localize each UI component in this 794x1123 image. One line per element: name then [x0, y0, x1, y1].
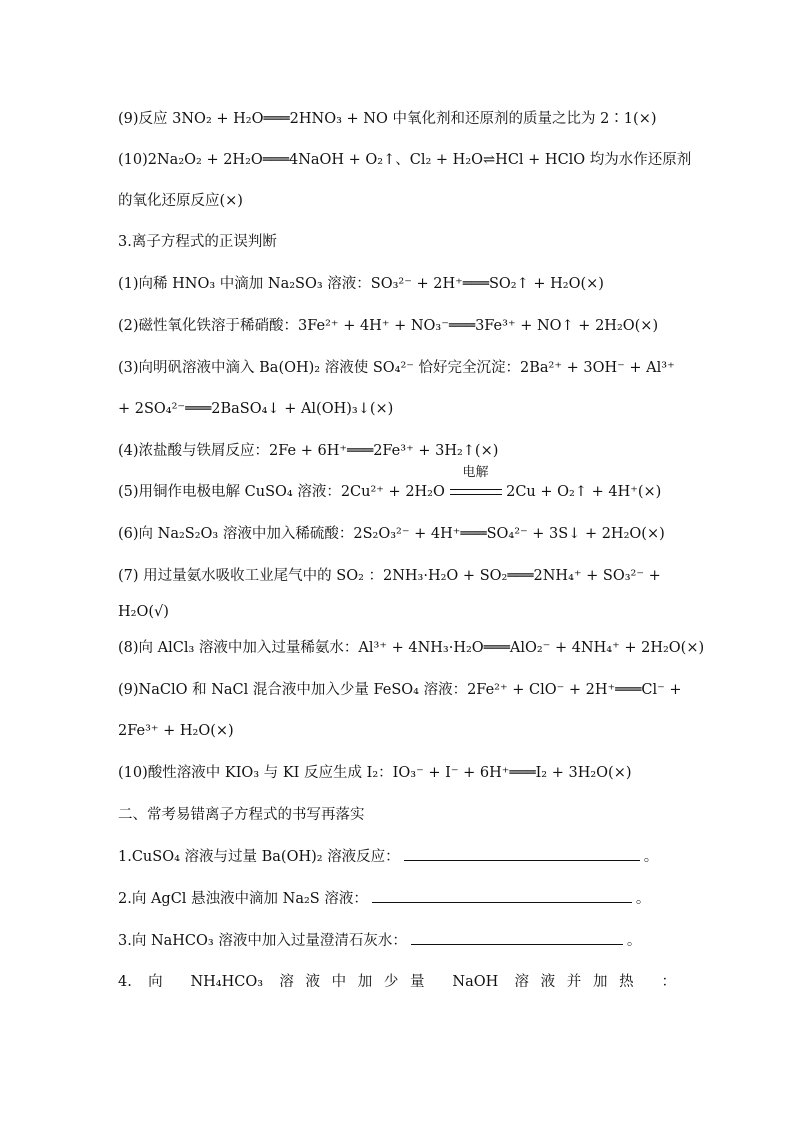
question-text: 3.向 NaHCO₃ 溶液中加入过量澄清石灰水：: [118, 933, 407, 949]
text-line: 的氧化还原反应(×): [118, 193, 243, 209]
equation-left: (5)用铜作电极电解 CuSO₄ 溶液：2Cu²⁺ + 2H₂O: [118, 484, 445, 500]
question-text: 1.CuSO₄ 溶液与过量 Ba(OH)₂ 溶液反应：: [118, 849, 400, 865]
question-end: 。: [643, 849, 659, 865]
question-end: 。: [626, 933, 642, 949]
text-line: (2)磁性氧化铁溶于稀硝酸：3Fe²⁺ + 4H⁺ + NO₃⁻═══3Fe³⁺ + NO↑ + 2H₂O(×): [118, 318, 659, 334]
answer-blank[interactable]: [372, 888, 632, 903]
text-line: (8)向 AlCl₃ 溶液中加入过量稀氨水：Al³⁺ + 4NH₃·H₂O═══AlO₂⁻ + 4NH₄⁺ + 2H₂O(×): [118, 640, 705, 656]
text-line: (7) 用过量氨水吸收工业尾气中的 SO₂ ：2NH₃·H₂O + SO₂═══2NH₄⁺ + SO₃²⁻ +: [118, 568, 661, 584]
text-line: (9)NaClO 和 NaCl 混合液中加入少量 FeSO₄ 溶液：2Fe²⁺ + ClO⁻ + 2H⁺═══Cl⁻ +: [118, 682, 682, 698]
text-line: + 2SO₄²⁻═══2BaSO₄↓ + Al(OH)₃↓(×): [118, 401, 394, 417]
text-line: (1)向稀 HNO₃ 中滴加 Na₂SO₃ 溶液：SO₃²⁻ + 2H⁺═══SO₂↑ + H₂O(×): [118, 276, 604, 292]
answer-blank[interactable]: [411, 930, 623, 945]
text-line: H₂O(√): [118, 604, 169, 620]
answer-blank[interactable]: [404, 846, 640, 861]
equals-bar: [450, 489, 502, 495]
text-line: (4)浓盐酸与铁屑反应：2Fe + 6H⁺═══2Fe³⁺ + 3H₂↑(×): [118, 443, 499, 459]
section-heading: 3.离子方程式的正误判断: [118, 234, 277, 250]
text-line: (6)向 Na₂S₂O₃ 溶液中加入稀硫酸：2S₂O₃²⁻ + 4H⁺═══SO₄²⁻ + 3S↓ + 2H₂O(×): [118, 526, 665, 542]
text-line: (10)2Na₂O₂ + 2H₂O═══4NaOH + O₂↑、Cl₂ + H₂O⇌HCl + HClO 均为水作还原剂: [118, 152, 692, 168]
question-4: 4. 向 NH₄HCO₃ 溶液中加少量 NaOH 溶液并加热 ：: [118, 974, 676, 990]
question-1: [118, 846, 676, 868]
question-2: [118, 888, 676, 910]
text-line: (9)反应 3NO₂ + H₂O═══2HNO₃ + NO 中氧化剂和还原剂的质量之比为 2∶1(×): [118, 111, 657, 127]
text-line: (10)酸性溶液中 KIO₃ 与 KI 反应生成 I₂：IO₃⁻ + I⁻ + 6H⁺═══I₂ + 3H₂O(×): [118, 765, 632, 781]
question-end: 。: [635, 891, 651, 907]
question-text: 2.向 AgCl 悬浊液中滴加 Na₂S 溶液：: [118, 891, 368, 907]
reaction-condition: 电解: [462, 465, 489, 480]
reaction-arrow: [450, 465, 502, 503]
text-line-electrolysis: [118, 465, 676, 503]
question-3: [118, 930, 676, 952]
section-heading: 二、常考易错离子方程式的书写再落实: [118, 807, 365, 823]
text-line: (3)向明矾溶液中滴入 Ba(OH)₂ 溶液使 SO₄²⁻ 恰好完全沉淀：2Ba²⁺ + 3OH⁻ + Al³⁺: [118, 360, 675, 376]
text-line: 2Fe³⁺ + H₂O(×): [118, 723, 234, 739]
equation-right: 2Cu + O₂↑ + 4H⁺(×): [506, 484, 662, 500]
